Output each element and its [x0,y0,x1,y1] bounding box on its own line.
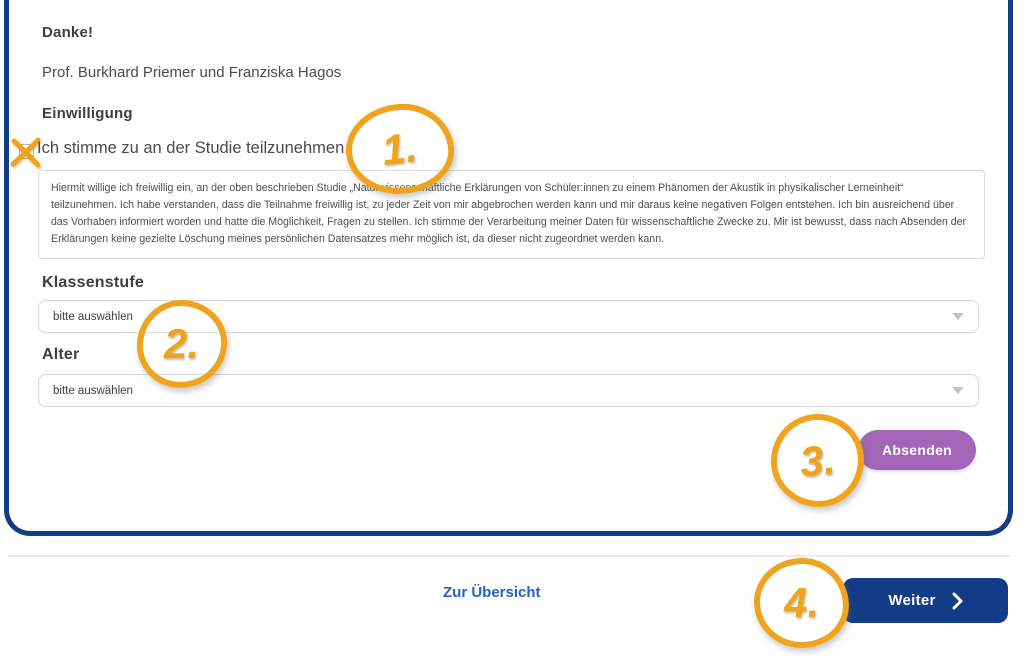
consent-text-box [38,170,985,259]
grade-label: Klassenstufe [42,274,144,291]
overview-link[interactable]: Zur Übersicht [443,584,541,601]
annotation-number-3: 3. [797,435,837,485]
consent-text: Hiermit willige ich freiwillig ein, an der oben beschrieben Studie „Naturwissenschaftliche Erklärungen von Schüler:innen zu einem Phänomen der Akustik in physikalischer Lerneinheit“ teilzunehmen. Ich habe verstanden, dass die Teilnahme freiwillig ist, zu jeder Zeit von mir abgebrochen werden kann und mir daraus keine negativen Folgen entstehen. Ich bin ausreichend über das Vorhaben informiert worden und hatte die Möglichkeit, Fragen zu stellen. Ich stimme der Verarbeitung meiner Daten für wissenschaftliche Zwecke zu. Mir ist bewusst, dass nach Absenden der Erklärungen keine gezielte Löschung meines persönlichen Datensatzes mehr möglich ist, da dieser nicht zugeordnet werden kann. [51,182,967,246]
annotation-number-2: 2. [164,320,200,367]
annotation-number-1: 1. [379,123,421,174]
divider [8,555,1010,557]
next-button[interactable] [843,578,1008,623]
chevron-down-icon [952,387,964,394]
next-button-label: Weiter [888,592,936,609]
thanks-heading: Danke! [42,24,94,41]
annotation-circle-4 [752,556,850,649]
age-label: Alter [42,346,80,363]
submit-button[interactable]: Absenden [858,430,976,470]
annotation-number-4: 4. [783,578,820,627]
authors-text: Prof. Burkhard Priemer und Franziska Hagos [42,64,342,81]
consent-heading: Einwilligung [42,105,133,122]
age-select-value: bitte auswählen [53,384,133,397]
grade-select-value: bitte auswählen [53,310,133,323]
consent-checkbox-label: Ich stimme zu an der Studie teilzunehmen. [37,139,349,157]
chevron-down-icon [952,313,964,320]
chevron-right-icon [952,592,963,610]
